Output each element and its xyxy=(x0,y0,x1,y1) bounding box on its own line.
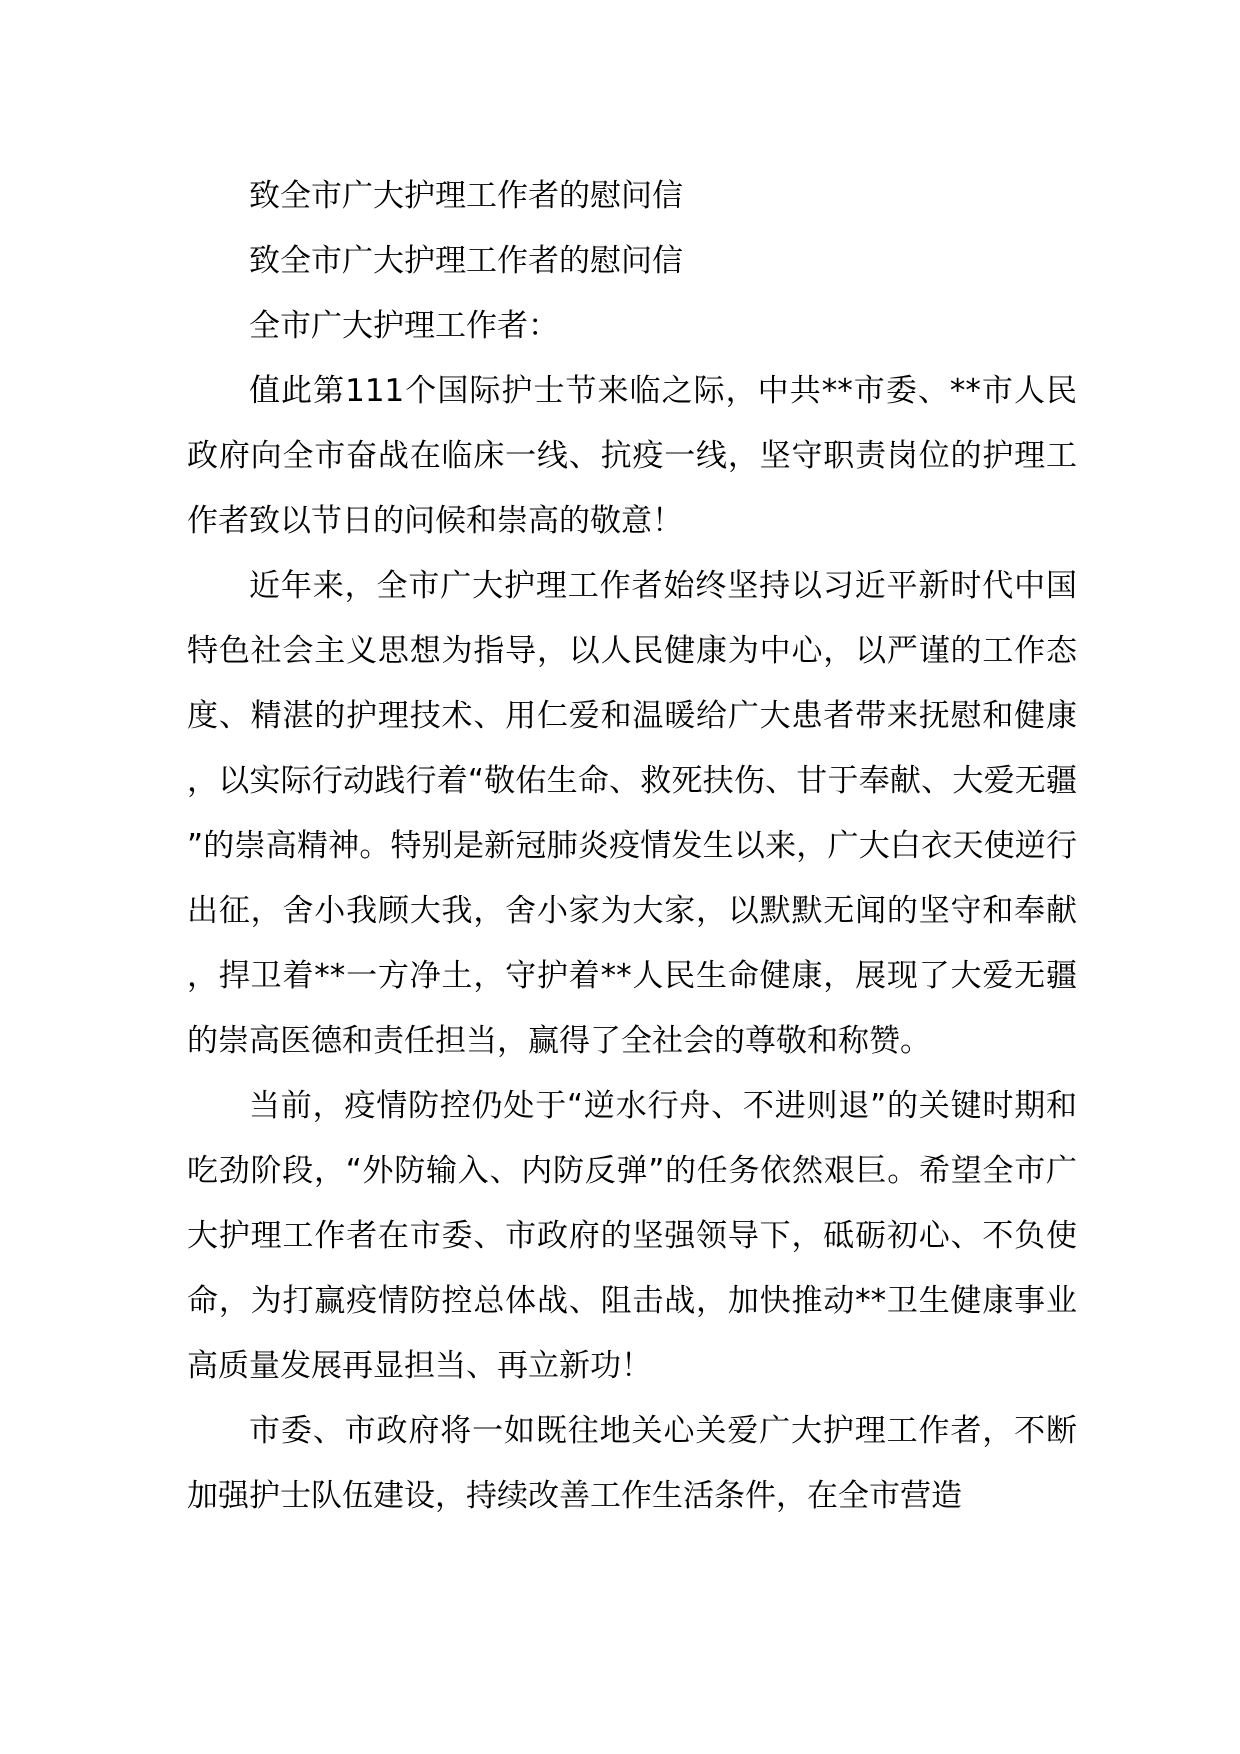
body-paragraph: 当前，疫情防控仍处于“逆水行舟、不进则退”的关键时期和吃劲阶段，“外防输入、内防反弹”的任务依然艰巨。希望全市广大护理工作者在市委、市政府的坚强领导下，砥砺初心、不负使命，为打赢疫情防控总体战、阻击战，加快推动**卫生健康事业高质量发展再显担当、再立新功！ xyxy=(187,1088,1077,1384)
document-title-repeat: 致全市广大护理工作者的慰问信 xyxy=(249,243,683,279)
body-paragraph: 值此第111个国际护士节来临之际，中共**市委、**市人民政府向全市奋战在临床一线、抗疫一线，坚守职责岗位的护理工作者致以节日的问候和崇高的敬意！ xyxy=(187,373,1077,539)
body-paragraph: 近年来，全市广大护理工作者始终坚持以习近平新时代中国特色社会主义思想为指导，以人民健康为中心，以严谨的工作态度、精湛的护理技术、用仁爱和温暖给广大患者带来抚慰和健康，以实际行动践行着“敬佑生命、救死扶伤、甘于奉献、大爱无疆”的崇高精神。特别是新冠肺炎疫情发生以来，广大白衣天使逆行出征，舍小我顾大我，舍小家为大家，以默默无闻的坚守和奉献，捍卫着**一方净土，守护着**人民生命健康，展现了大爱无疆的崇高医德和责任担当，赢得了全社会的尊敬和称赞。 xyxy=(187,568,1077,1059)
document-title: 致全市广大护理工作者的慰问信 xyxy=(249,178,683,214)
salutation: 全市广大护理工作者： xyxy=(249,308,559,344)
body-paragraph: 市委、市政府将一如既往地关心关爱广大护理工作者，不断加强护士队伍建设，持续改善工作生活条件，在全市营造 xyxy=(187,1413,1077,1514)
document-body xyxy=(187,164,1077,1529)
